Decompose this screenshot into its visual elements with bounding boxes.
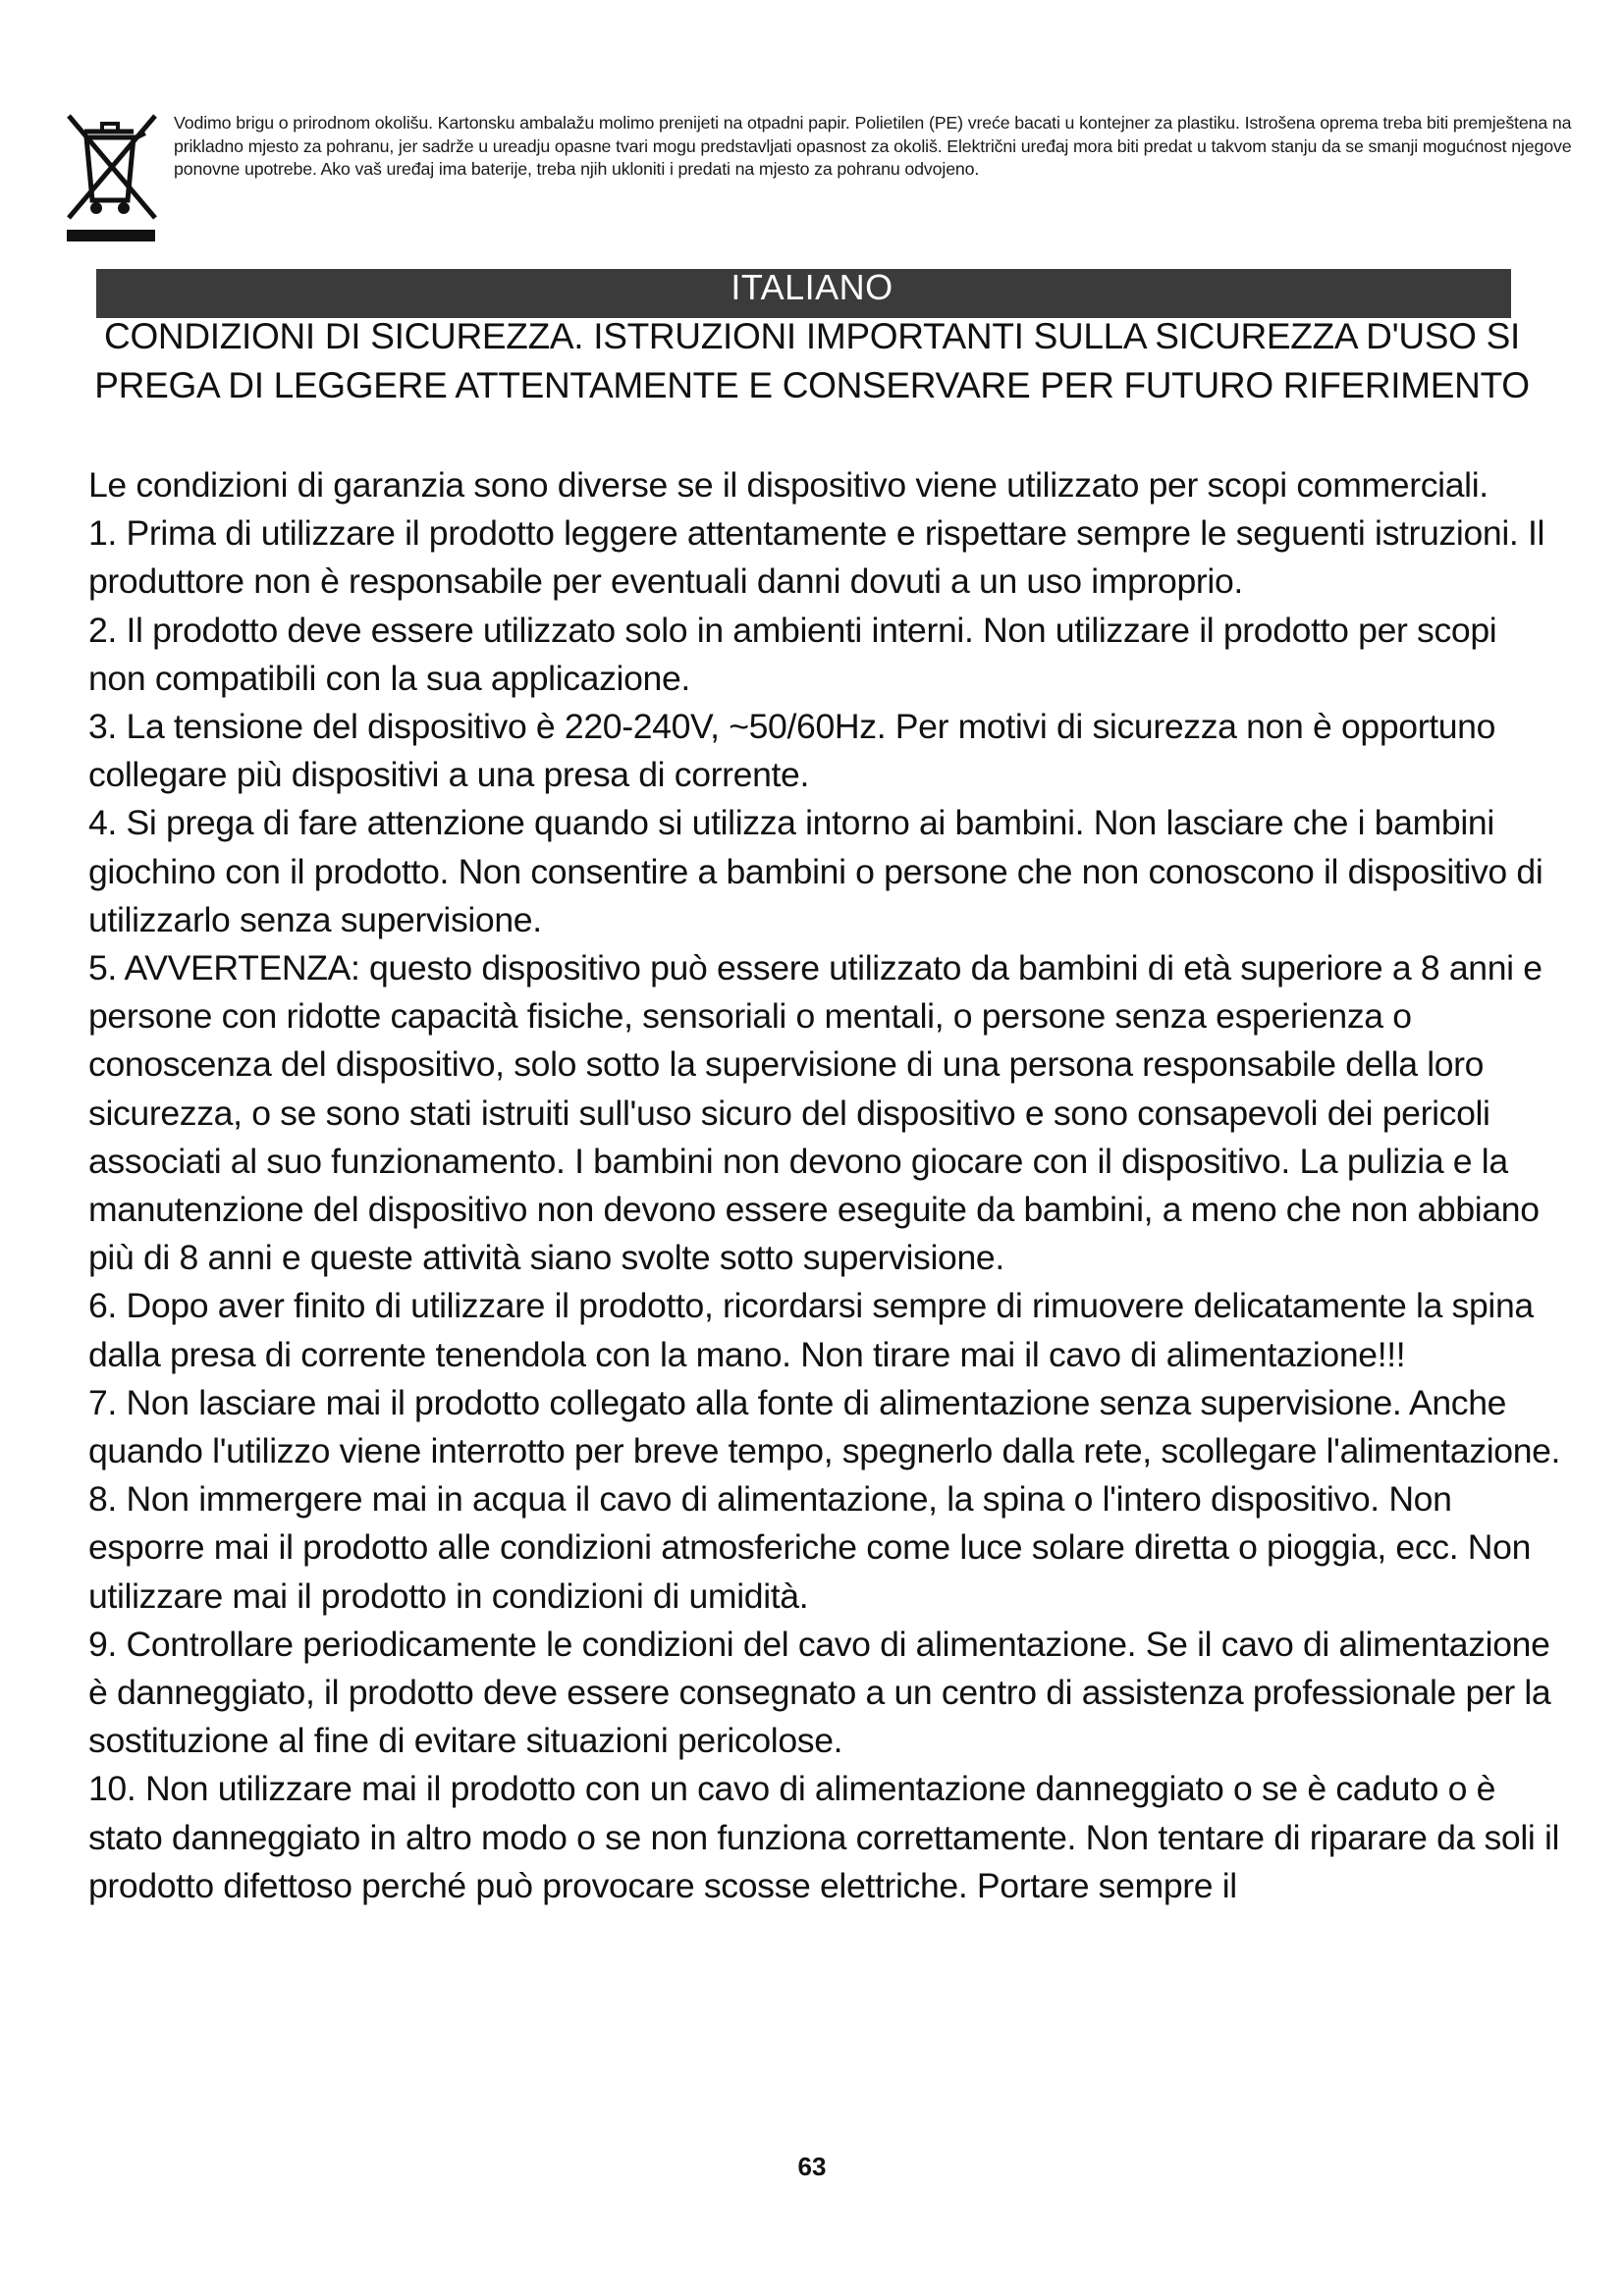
weee-notice-text: Vodimo brigu o prirodnom okolišu. Kartonsku ambalažu molimo prenijeti na otpadni papir. Polietilen (PE) vreće bacati u kontejner za plastiku. Istrošena oprema treba biti premještena na prikladno mjesto za pohranu, jer sadrže u ureadju opasne tvari mogu predstavljati opasnost za okoliš. Električni uređaj mora biti predat u takvom stanju da se smanji mogućnost njegove ponovne upotrebe. Ako vaš uređaj ima baterije, treba njih ukloniti i predati na mjesto za pohranu odvojeno. xyxy=(174,113,1572,179)
crossed-out-wheelie-bin-icon xyxy=(63,110,161,245)
language-banner-label: ITALIANO xyxy=(731,267,893,307)
instruction-item: 3. La tensione del dispositivo è 220-240V, ~50/60Hz. Per motivi di sicurezza non è opportuno collegare più dispositivi a una presa di corrente. xyxy=(88,707,1496,795)
instruction-item: 2. Il prodotto deve essere utilizzato solo in ambienti interni. Non utilizzare il prodotto per scopi non compatibili con la sua applicazione. xyxy=(88,610,1497,698)
instruction-item: 10. Non utilizzare mai il prodotto con un cavo di alimentazione danneggiato o se è caduto o è stato danneggiato in altro modo o se non funziona correttamente. Non tentare di riparare da soli il prodotto difettoso perché può provocare scosse elettriche. Portare sempre il xyxy=(88,1769,1560,1905)
page-number: 63 xyxy=(797,2152,827,2181)
weee-notice xyxy=(63,110,1572,257)
instruction-item: 1. Prima di utilizzare il prodotto leggere attentamente e rispettare sempre le seguenti istruzioni. Il produttore non è responsabile per eventuali danni dovuti a un uso improprio. xyxy=(88,513,1545,602)
safety-instructions xyxy=(88,461,1561,1910)
instruction-item: 4. Si prega di fare attenzione quando si utilizza intorno ai bambini. Non lasciare che i bambini giochino con il prodotto. Non consentire a bambini o persone che non conoscono il dispositivo di utilizzarlo senza supervisione. xyxy=(88,803,1543,939)
instruction-item: 7. Non lasciare mai il prodotto collegato alla fonte di alimentazione senza supervisione. Anche quando l'utilizzo viene interrotto per breve tempo, spegnerlo dalla rete, scollegare l'alimentazione. xyxy=(88,1382,1561,1471)
instruction-item: 9. Controllare periodicamente le condizioni del cavo di alimentazione. Se il cavo di alimentazione è danneggiato, il prodotto deve essere consegnato a un centro di assistenza professionale per la sostituzione al fine di evitare situazioni pericolose. xyxy=(88,1624,1551,1761)
instruction-item: 6. Dopo aver finito di utilizzare il prodotto, ricordarsi sempre di rimuovere delicatamente la spina dalla presa di corrente tenendola con la mano. Non tirare mai il cavo di alimentazione!!! xyxy=(88,1286,1534,1374)
warranty-intro: Le condizioni di garanzia sono diverse se il dispositivo viene utilizzato per scopi commerciali. xyxy=(88,465,1489,505)
section-title: CONDIZIONI DI SICUREZZA. ISTRUZIONI IMPORTANTI SULLA SICUREZZA D'USO SI PREGA DI LEGGERE ATTENTAMENTE E CONSERVARE PER FUTURO RIFERIMENTO xyxy=(94,316,1530,405)
instruction-item: 8. Non immergere mai in acqua il cavo di alimentazione, la spina o l'intero dispositivo. Non esporre mai il prodotto alle condizioni atmosferiche come luce solare diretta o pioggia, ecc. Non utilizzare mai il prodotto in condizioni di umidità. xyxy=(88,1479,1532,1616)
instruction-item: 5. AVVERTENZA: questo dispositivo può essere utilizzato da bambini di età superiore a 8 anni e persone con ridotte capacità fisiche, sensoriali o mentali, o persone senza esperienza o conoscenza del dispositivo, solo sotto la supervisione di una persona responsabile della loro sicurezza, o se sono stati istruiti sull'uso sicuro del dispositivo e sono consapevoli dei pericoli associati al suo funzionamento. I bambini non devono giocare con il dispositivo. La pulizia e la manutenzione del dispositivo non devono essere eseguite da bambini, a meno che non abbiano più di 8 anni e queste attività siano svolte sotto supervisione. xyxy=(88,948,1543,1278)
